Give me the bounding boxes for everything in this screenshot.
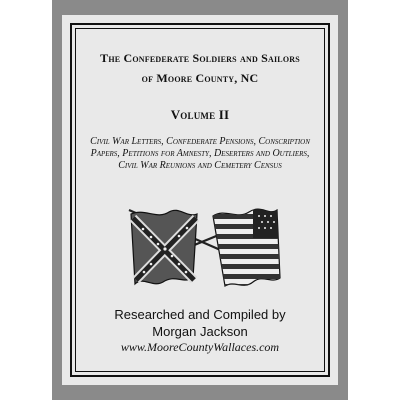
book-title-line-1: The Confederate Soldiers and Sailors — [100, 51, 300, 65]
website-link[interactable]: www.MooreCountyWallaces.com — [120, 340, 280, 354]
subtitle-line-3: Civil War Reunions and Cemetery Census — [118, 160, 282, 171]
cover-panel — [62, 15, 338, 385]
us-flag-icon — [207, 206, 287, 289]
book-cover — [52, 0, 348, 400]
confederate-battle-flag-icon — [131, 210, 197, 284]
book-subtitle — [72, 136, 328, 172]
author-name: Morgan Jackson — [152, 324, 248, 339]
volume-label: Volume II — [170, 107, 230, 122]
crossed-flags-illustration — [117, 190, 287, 302]
subtitle-line-1: Civil War Letters, Confederate Pensions, Conscription — [90, 136, 310, 147]
book-title-line-2: of Moore County, NC — [141, 71, 259, 85]
credit-line-1: Researched and Compiled by — [114, 307, 286, 322]
subtitle-line-2: Papers, Petitions for Amnesty, Deserters and Outliers, — [90, 148, 310, 159]
